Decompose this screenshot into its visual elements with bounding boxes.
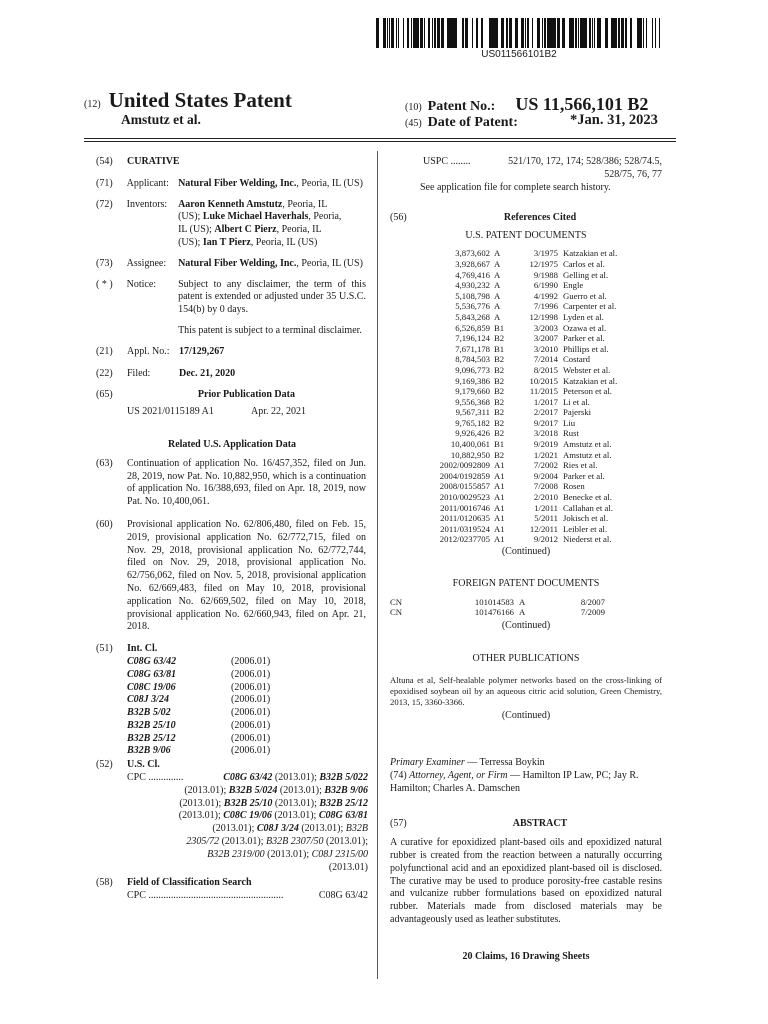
reference-name: Rosen xyxy=(563,481,585,492)
reference-name: Li et al. xyxy=(563,396,590,407)
us-cl-line: (2013.01); C08C 19/06 (2013.01); C08G 63/81 xyxy=(178,810,368,822)
reference-number: 5,108,798 xyxy=(455,290,490,301)
reference-row xyxy=(390,471,662,482)
document-type: United States Patent xyxy=(108,88,292,112)
reference-date: 3/2018 xyxy=(533,428,558,439)
reference-kind: B1 xyxy=(494,343,505,354)
reference-kind: B1 xyxy=(494,322,505,333)
reference-kind: A xyxy=(494,269,501,280)
reference-kind: A xyxy=(494,290,501,301)
reference-name: Parker et al. xyxy=(563,333,605,344)
reference-name: Webster et al. xyxy=(563,364,611,375)
int-cl-code: B32B 9/06 xyxy=(127,745,171,757)
int-cl-code: B32B 25/10 xyxy=(127,719,176,731)
reference-date: 7/1996 xyxy=(533,301,558,312)
patent-type-heading xyxy=(84,88,292,113)
search-history-note: See application file for complete search history. xyxy=(420,182,611,193)
us-cl-line: (2013.01); B32B 25/10 (2013.01); B32B 25/12 xyxy=(179,797,368,809)
reference-date: 1/2017 xyxy=(533,396,558,407)
int-cl-item xyxy=(127,682,366,695)
us-cl-line: B32B 2319/00 (2013.01); C08J 2315/00 xyxy=(207,848,368,860)
reference-name: Pajerski xyxy=(563,407,591,418)
foreign-date: 7/2009 xyxy=(580,607,605,618)
us-docs-continued: (Continued) xyxy=(501,546,551,558)
barcode xyxy=(376,18,662,48)
provisional-field: (60) Provisional application No. 62/806,480, filed on Feb. 15, 2019, provisional application No. 62/772,715, filed on Nov. 29, 2018, provisional application No. 62/772,744, filed on Nov. 29, 2018, provisional application No. 62/756,062, filed on Nov. 5, 2018, provisional application No. 62/669,483, filed on May 10, 2018, provisional application No. 62/669,502, filed on May 10, 2018, provisional application No. 62/660,943, filed on Apr. 21, 2018. xyxy=(96,518,366,633)
reference-kind: B2 xyxy=(494,407,505,418)
reference-kind: A1 xyxy=(494,492,505,503)
reference-date: 9/2019 xyxy=(533,439,558,450)
reference-row xyxy=(390,270,662,281)
int-cl-item xyxy=(127,720,366,733)
foreign-kind: A xyxy=(519,607,526,618)
foreign-country: CN xyxy=(390,596,403,607)
references-heading: (56) References Cited xyxy=(390,211,577,223)
reference-date: 9/2012 xyxy=(533,534,558,545)
reference-date: 1/2011 xyxy=(534,502,558,513)
us-patent-documents xyxy=(390,248,662,545)
reference-name: Katzakian et al. xyxy=(563,248,618,259)
reference-row xyxy=(390,280,662,291)
reference-kind: A xyxy=(494,258,501,269)
reference-number: 7,671,178 xyxy=(455,343,490,354)
inventor-short: Amstutz et al. xyxy=(121,112,201,127)
reference-name: Benecke et al. xyxy=(563,492,612,503)
reference-date: 1/2021 xyxy=(533,449,558,460)
reference-number: 4,930,232 xyxy=(455,280,490,291)
reference-kind: B2 xyxy=(494,417,505,428)
int-cl-item xyxy=(127,694,366,707)
foreign-date: 8/2007 xyxy=(580,596,605,607)
reference-date: 7/2014 xyxy=(533,354,558,365)
reference-name: Ries et al. xyxy=(563,460,598,471)
reference-date: 2/2010 xyxy=(533,492,558,503)
reference-number: 9,169,386 xyxy=(455,375,490,386)
int-cl-version: (2006.01) xyxy=(231,732,271,744)
invention-title: CURATIVE xyxy=(127,156,180,167)
reference-row xyxy=(390,333,662,344)
reference-row xyxy=(390,354,662,365)
other-pubs-continued: (Continued) xyxy=(501,710,551,722)
reference-row xyxy=(390,407,662,418)
other-pubs-heading: OTHER PUBLICATIONS xyxy=(472,652,580,664)
reference-date: 5/2011 xyxy=(534,513,558,524)
prior-pub-row: US 2021/0115189 A1 Apr. 22, 2021 xyxy=(127,406,306,418)
filed-field: (22) Filed: Dec. 21, 2020 xyxy=(96,367,236,379)
reference-row xyxy=(390,301,662,312)
right-column xyxy=(390,156,662,964)
reference-kind: B2 xyxy=(494,364,505,375)
us-docs-heading: U.S. PATENT DOCUMENTS xyxy=(465,229,587,241)
reference-kind: A xyxy=(494,301,501,312)
reference-number: 2011/0016746 xyxy=(440,502,490,513)
reference-row xyxy=(390,365,662,376)
int-cl-code: C08G 63/81 xyxy=(127,668,177,680)
reference-row xyxy=(390,460,662,471)
foreign-row xyxy=(390,597,662,608)
int-cl-code: B32B 5/02 xyxy=(127,707,171,719)
reference-kind: A xyxy=(494,311,501,322)
reference-number: 9,765,182 xyxy=(455,417,490,428)
inventor-line: (US); Luke Michael Haverhals, Peoria, xyxy=(178,211,342,223)
reference-kind: B2 xyxy=(494,396,505,407)
barcode-bar xyxy=(660,18,662,48)
foreign-country: CN xyxy=(390,607,403,618)
reference-row xyxy=(390,492,662,503)
inventor-line: IL (US); Albert C Pierz, Peoria, IL xyxy=(178,224,322,236)
int-cl-version: (2006.01) xyxy=(231,707,271,719)
reference-number: 2011/0120635 xyxy=(440,513,490,524)
reference-name: Peterson et al. xyxy=(563,386,612,397)
barcode-text: US011566101B2 xyxy=(481,49,557,60)
reference-date: 3/2010 xyxy=(533,343,558,354)
attorney: (74) Attorney, Agent, or Firm — Hamilton IP Law, PC; Jay R. Hamilton; Charles A. Damschen xyxy=(390,769,639,794)
reference-number: 2012/0237705 xyxy=(439,534,490,545)
us-cl-heading: (52) U.S. Cl. xyxy=(96,759,160,771)
int-cl-version: (2006.01) xyxy=(231,719,271,731)
inventors-field: (72) Inventors: Aaron Kenneth Amstutz, Peoria, IL (US); Luke Michael Haverhals, Peoria, IL (US); Albert C Pierz, Peoria, IL (US); Ian T Pierz, Peoria, IL (US) xyxy=(96,199,366,250)
int-cl-code: B32B 25/12 xyxy=(127,732,176,744)
reference-date: 9/2004 xyxy=(533,470,558,481)
applicant-field: (71) Applicant: Natural Fiber Welding, Inc., Peoria, IL (US) xyxy=(96,177,363,189)
reference-date: 3/1975 xyxy=(533,248,558,259)
reference-date: 7/2008 xyxy=(533,481,558,492)
foreign-documents xyxy=(390,597,662,618)
reference-number: 10,882,950 xyxy=(450,449,490,460)
reference-row xyxy=(390,524,662,535)
reference-row xyxy=(390,513,662,524)
reference-row xyxy=(390,481,662,492)
reference-row xyxy=(390,386,662,397)
us-cl-block: CPC .............. C08G 63/42 (2013.01); B32B 5/022 (2013.01); B32B 5/024 (2013.01); B32B 9/06 (2013.01); B32B 25/10 (2013.01); B32B 25/12 (2013.01); C08C 19/06 (2013.01); C08G 63/81 (2013.01); C08J 3/24 (2013.01); B32B 2305/72 (2013.01); B32B 2307/50 (2013.01); B32B 2319/00 (2013.01); C08J 2315/00 (2013.01) xyxy=(127,772,368,873)
inventor-line: (US); Ian T Pierz, Peoria, IL (US) xyxy=(178,236,318,248)
reference-name: Leibler et al. xyxy=(563,523,608,534)
reference-kind: A1 xyxy=(494,502,505,513)
reference-row xyxy=(390,323,662,334)
date-value: *Jan. 31, 2023 xyxy=(570,112,658,128)
reference-kind: B2 xyxy=(494,386,505,397)
reference-row xyxy=(390,450,662,461)
int-cl-list xyxy=(127,656,366,758)
reference-row xyxy=(390,291,662,302)
int-cl-version: (2006.01) xyxy=(231,681,271,693)
reference-date: 9/2017 xyxy=(533,417,558,428)
reference-name: Amstutz et al. xyxy=(563,449,612,460)
reference-name: Callahan et al. xyxy=(563,502,613,513)
int-cl-item xyxy=(127,707,366,720)
reference-name: Katzakian et al. xyxy=(563,375,618,386)
reference-kind: B2 xyxy=(494,375,505,386)
int-cl-code: C08G 63/42 xyxy=(127,655,177,667)
inid-code: (12) xyxy=(84,99,101,110)
reference-name: Costard xyxy=(563,354,591,365)
reference-name: Carlos et al. xyxy=(563,258,605,269)
reference-number: 9,926,426 xyxy=(455,428,490,439)
assignee-field: (73) Assignee: Natural Fiber Welding, Inc., Peoria, IL (US) xyxy=(96,257,363,269)
reference-kind: B2 xyxy=(494,354,505,365)
int-cl-version: (2006.01) xyxy=(231,745,271,757)
reference-row xyxy=(390,248,662,259)
reference-row xyxy=(390,534,662,545)
reference-number: 2011/0319524 xyxy=(440,523,490,534)
related-heading: Related U.S. Application Data xyxy=(167,438,297,450)
reference-row xyxy=(390,344,662,355)
reference-name: Lyden et al. xyxy=(563,311,604,322)
reference-kind: A1 xyxy=(494,481,505,492)
reference-number: 5,536,776 xyxy=(455,301,490,312)
reference-name: Amstutz et al. xyxy=(563,439,612,450)
reference-number: 9,096,773 xyxy=(455,364,490,375)
us-cl-line: (2013.01); C08J 3/24 (2013.01); B32B xyxy=(212,823,368,835)
reference-date: 4/1992 xyxy=(533,290,558,301)
reference-name: Gelling et al. xyxy=(563,269,609,280)
reference-name: Liu xyxy=(563,417,576,428)
reference-row xyxy=(390,376,662,387)
foreign-number: 101014583 xyxy=(474,596,514,607)
int-cl-item xyxy=(127,733,366,746)
field-cpc-row: CPC ...................................................... C08G 63/42 xyxy=(127,890,368,902)
appl-no-field: (21) Appl. No.: 17/129,267 xyxy=(96,345,225,357)
reference-row xyxy=(390,397,662,408)
int-cl-version: (2006.01) xyxy=(231,655,271,667)
reference-row xyxy=(390,503,662,514)
reference-number: 8,784,503 xyxy=(455,354,490,365)
abstract-text: A curative for epoxidized plant-based oils and epoxidized natural rubber is created from the reaction between a naturally occurring polyfunctional acid and an epoxidized plant-based oil is disclosed. The curative may be used to produce porosity-free castable resins and vulcanize rubber formulations based on epoxidized natural rubber. Materials made from disclosed materials may be advantageously used as leather substitutes. xyxy=(390,837,662,925)
us-cl-line: (2013.01) xyxy=(328,861,368,873)
reference-date: 10/2015 xyxy=(529,375,558,386)
reference-name: Jokisch et al. xyxy=(563,513,609,524)
patent-number: (10) Patent No.: US 11,566,101 B2 xyxy=(405,94,649,114)
other-pub-entry: Altuna et al, Self-healable polymer networks based on the cross-linking of epoxidised soybean oil by an aqueous citric acid solution, Green Chemistry, 2013, 15, 3360-3366. xyxy=(390,675,662,707)
reference-name: Guerro et al. xyxy=(563,290,607,301)
us-cl-lines xyxy=(127,772,368,874)
title-field: (54) CURATIVE xyxy=(96,156,180,167)
reference-row xyxy=(390,312,662,323)
abstract-heading: (57) ABSTRACT xyxy=(390,818,568,830)
column-divider xyxy=(377,151,378,979)
int-cl-code: C08J 3/24 xyxy=(127,694,169,706)
int-cl-item xyxy=(127,656,366,669)
int-cl-version: (2006.01) xyxy=(231,668,271,680)
reference-number: 3,928,667 xyxy=(455,258,490,269)
reference-number: 9,556,368 xyxy=(455,396,490,407)
foreign-number: 101476166 xyxy=(474,607,514,618)
foreign-kind: A xyxy=(519,596,526,607)
us-cl-line: 2305/72 (2013.01); B32B 2307/50 (2013.01); xyxy=(186,836,368,848)
prior-pub-heading: (65) Prior Publication Data xyxy=(96,389,295,401)
inventors-list xyxy=(178,199,366,250)
left-column xyxy=(96,156,366,903)
reference-kind: B1 xyxy=(494,439,505,450)
int-cl-code: C08C 19/06 xyxy=(127,681,176,693)
us-cl-line: (2013.01); B32B 5/024 (2013.01); B32B 9/06 xyxy=(184,784,368,796)
int-cl-item xyxy=(127,745,366,758)
reference-name: Phillips et al. xyxy=(563,343,609,354)
reference-number: 2004/0192859 xyxy=(439,470,490,481)
reference-kind: A1 xyxy=(494,513,505,524)
reference-kind: A1 xyxy=(494,534,505,545)
reference-name: Carpenter et al. xyxy=(563,301,617,312)
reference-kind: A1 xyxy=(494,523,505,534)
reference-kind: B2 xyxy=(494,449,505,460)
reference-number: 7,196,124 xyxy=(455,333,490,344)
reference-name: Ozawa et al. xyxy=(563,322,607,333)
reference-date: 9/1988 xyxy=(533,269,558,280)
continuation-field: (63) Continuation of application No. 16/457,352, filed on Jun. 28, 2019, now Pat. No. 10,882,950, which is a continuation of application No. 16/388,693, filed on Apr. 18, 2019, now Pat. No. 10,400,061. xyxy=(96,457,366,508)
reference-kind: A xyxy=(494,248,501,259)
reference-number: 3,873,602 xyxy=(455,248,490,259)
reference-number: 2010/0029523 xyxy=(439,492,490,503)
inventor-line: Aaron Kenneth Amstutz, Peoria, IL xyxy=(178,198,328,210)
reference-date: 3/2003 xyxy=(533,322,558,333)
reference-number: 6,526,859 xyxy=(455,322,490,333)
reference-row xyxy=(390,439,662,450)
foreign-continued: (Continued) xyxy=(501,619,551,631)
foreign-row xyxy=(390,607,662,618)
reference-kind: A1 xyxy=(494,470,505,481)
int-cl-item xyxy=(127,669,366,682)
reference-date: 3/2007 xyxy=(533,333,558,344)
foreign-heading: FOREIGN PATENT DOCUMENTS xyxy=(452,577,600,589)
header-rule xyxy=(84,138,676,139)
header-rule-2 xyxy=(84,141,676,142)
reference-number: 4,769,416 xyxy=(455,269,490,280)
examiner: Primary Examiner — Terressa Boykin xyxy=(390,756,545,768)
reference-date: 11/2015 xyxy=(529,386,558,397)
reference-date: 12/2011 xyxy=(529,523,558,534)
reference-number: 9,179,660 xyxy=(455,386,490,397)
reference-date: 7/2002 xyxy=(533,460,558,471)
claims-summary: 20 Claims, 16 Drawing Sheets xyxy=(462,950,590,962)
date-of-patent: (45) Date of Patent: xyxy=(405,115,518,130)
reference-date: 6/1990 xyxy=(533,280,558,291)
notice-field: ( * ) Notice: Subject to any disclaimer, the term of this patent is extended or adjusted under 35 U.S.C. 154(b) by 0 days. This patent is subject to a terminal disclaimer. xyxy=(96,278,366,336)
reference-name: Engle xyxy=(563,280,584,291)
reference-number: 9,567,311 xyxy=(455,407,490,418)
reference-name: Parker et al. xyxy=(563,470,605,481)
reference-row xyxy=(390,259,662,270)
reference-number: 10,400,061 xyxy=(450,439,490,450)
reference-date: 12/1998 xyxy=(529,311,558,322)
int-cl-version: (2006.01) xyxy=(231,694,271,706)
reference-number: 2002/0092809 xyxy=(439,460,490,471)
reference-name: Rust xyxy=(563,428,579,439)
reference-row xyxy=(390,428,662,439)
us-cl-line: C08G 63/42 (2013.01); B32B 5/022 xyxy=(223,772,368,784)
reference-kind: B2 xyxy=(494,428,505,439)
reference-number: 5,843,268 xyxy=(455,311,490,322)
reference-date: 2/2017 xyxy=(533,407,558,418)
field-of-search: (58) Field of Classification Search xyxy=(96,877,252,889)
uspc-field: USPC ........ 521/170, 172, 174; 528/386; 528/74.5, 528/75, 76, 77 xyxy=(423,156,662,180)
reference-name: Niederst et al. xyxy=(563,534,612,545)
int-cl-heading: (51) Int. Cl. xyxy=(96,643,158,655)
reference-kind: B2 xyxy=(494,333,505,344)
reference-number: 2008/0155857 xyxy=(439,481,490,492)
reference-row xyxy=(390,418,662,429)
reference-date: 8/2015 xyxy=(533,364,558,375)
reference-date: 12/1975 xyxy=(529,258,558,269)
reference-kind: A xyxy=(494,280,501,291)
reference-kind: A1 xyxy=(494,460,505,471)
